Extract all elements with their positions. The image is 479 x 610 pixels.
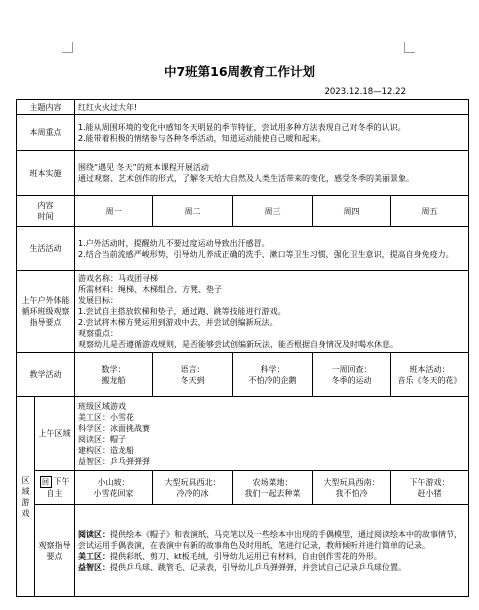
header-label-bottom: 时间: [37, 212, 54, 221]
day-thu: 周四: [313, 196, 391, 227]
teaching-row: [17, 353, 469, 397]
teaching-topic: 音乐《冬天的花》: [397, 375, 462, 385]
observe-area: 益智区：: [78, 562, 110, 572]
life-content: [75, 227, 469, 271]
observe-text: 提供乒乓球、跳管毛、记录表，引导幼儿乒乓弹弹弹，并尝试自己记录乒乓球位置。: [110, 562, 406, 572]
teaching-tue: [153, 353, 233, 397]
observe-line: [78, 529, 465, 551]
morning-area-label: 上午区域: [35, 397, 75, 471]
afternoon-place: 大型玩具西北：: [164, 477, 221, 487]
teaching-subject: 一周回查：: [331, 364, 372, 374]
focus-line: 2.能带着积极的情绪参与各种冬季活动，知道运动能使自己暖和起来。: [78, 133, 326, 143]
outdoor-line: 发展目标：: [78, 296, 118, 305]
life-row: [17, 227, 469, 271]
teaching-topic: 冬季的运动: [331, 375, 372, 385]
crop-mark-top-left: [62, 42, 73, 53]
outdoor-line: 游戏名称：马戏团寻梯: [78, 274, 158, 283]
teaching-topic: 不怕冷的企鹅: [248, 375, 297, 385]
afternoon-game: 赶小猪: [417, 488, 442, 498]
outdoor-label: 上午户外体能循环班级观察指导要点: [17, 271, 75, 353]
day-wed: 周三: [233, 196, 313, 227]
outdoor-line: 观察幼儿是否遵循游戏规则，是否能够尝试创编新玩法，能否根据自身情况及时喝水休息。: [78, 340, 398, 349]
outdoor-line: 2.尝试将木梯方凳运用到游戏中去，并尝试创编新玩法。: [78, 318, 278, 327]
day-tue: 周二: [153, 196, 233, 227]
afternoon-place: 小山坡：: [97, 477, 130, 487]
outdoor-row: [17, 271, 469, 353]
area-group-label: 区域游戏: [17, 397, 35, 597]
layout-options-icon[interactable]: 回: [40, 476, 52, 488]
afternoon-wed: [233, 471, 313, 505]
observe-area: 阅读区：: [78, 529, 110, 539]
life-label: 生活活动: [17, 227, 75, 271]
observe-area: 美工区：: [78, 551, 110, 561]
area-line: 益智区：乒乓弹弹弹: [78, 456, 150, 466]
header-label-top: 内容: [37, 201, 54, 210]
focus-content: [75, 115, 469, 151]
teaching-thu: [313, 353, 391, 397]
afternoon-game: 冷冷的冰: [176, 488, 209, 498]
observe-line: [78, 562, 465, 573]
teaching-subject: 班本活动：: [409, 364, 450, 374]
teaching-subject: 语言：: [180, 364, 205, 374]
afternoon-label-cell: [35, 471, 75, 505]
teaching-wed: [233, 353, 313, 397]
plan-table: [16, 99, 469, 597]
header-label: [17, 196, 75, 227]
area-line: 阅读区：帽子: [78, 434, 126, 444]
area-line: 班级区域游戏: [78, 401, 126, 411]
observe-row: [17, 505, 469, 597]
observe-label: 观察指导要点: [35, 505, 75, 597]
morning-area-row: [17, 397, 469, 471]
observe-text: 提供绘本《帽子》和表演纸、马克笔以及一些绘本中出现的手偶模型，通过阅读绘本中的故事情节，尝试运用手偶表演，在表演中有新的故事角色及时用纸、笔进行记录，教师倾听并进行简单的记录。: [78, 529, 462, 550]
afternoon-game: 我不怕冷: [335, 488, 368, 498]
life-line: 1.户外活动时，提醒幼儿不要过度运动导致出汗感冒。: [78, 238, 270, 248]
teaching-fri: [391, 353, 469, 397]
teaching-topic: 冬天到: [180, 375, 205, 385]
afternoon-place: 下午游戏：: [409, 477, 450, 487]
outdoor-content: [75, 271, 469, 353]
afternoon-thu: [313, 471, 391, 505]
practice-content: [75, 151, 469, 196]
theme-label: 主题内容: [17, 100, 75, 115]
practice-line: 围绕“遇见 冬天”的班本课程开展活动: [78, 163, 209, 172]
afternoon-row: [17, 471, 469, 505]
practice-label: 班本实施: [17, 151, 75, 196]
afternoon-mon: [75, 471, 153, 505]
afternoon-tue: [153, 471, 233, 505]
outdoor-line: 所需材料：绳梯、木梯组合、方凳、垫子: [78, 285, 222, 294]
teaching-topic: 搬龙船: [101, 375, 126, 385]
observe-text: 提供彩纸、剪刀、kt板毛绒，引导幼儿运用已有材料，自由创作雪花的外形。: [110, 551, 382, 561]
day-mon: 周一: [75, 196, 153, 227]
page-title: 中7班第16周教育工作计划: [163, 64, 316, 79]
practice-row: [17, 151, 469, 196]
teaching-subject: 科学：: [260, 364, 285, 374]
practice-line: 通过观察、艺术创作的形式，了解冬天给大自然及人类生活带来的变化，感受冬季的美丽景象。: [78, 174, 414, 183]
afternoon-place: 农场菜地：: [252, 477, 293, 487]
focus-row: [17, 115, 469, 151]
focus-line: 1.能从周围环境的变化中感知冬天明显的季节特征，尝试用多种方法表现自己对冬季的认识。: [78, 122, 406, 132]
afternoon-game: 我们一起去种菜: [244, 488, 301, 498]
outdoor-line: 1.尝试自主搭放软梯和垫子，通过跑、跳等技能进行游戏。: [78, 307, 286, 316]
observe-content: [75, 505, 469, 597]
area-line: 建构区：造龙船: [78, 445, 134, 455]
theme-value: 红红火火过大年!: [75, 100, 469, 115]
theme-row: [17, 100, 469, 115]
day-fri: 周五: [391, 196, 469, 227]
life-line: 2.结合当前流感严峻形势，引导幼儿养成正确的洗手、漱口等卫生习惯，强化卫生意识，提高自身免疫力。: [78, 249, 454, 259]
area-line: 科学区：冰面挑战赛: [78, 423, 150, 433]
teaching-mon: [75, 353, 153, 397]
header-row: [17, 196, 469, 227]
focus-label: 本周重点: [17, 115, 75, 151]
area-line: 美工区：小雪花: [78, 412, 134, 422]
teaching-subject: 数学：: [101, 364, 126, 374]
date-range: 2023.12.18—12.22: [324, 87, 406, 97]
crop-mark-top-right: [404, 42, 415, 53]
morning-area-content: [75, 397, 469, 471]
outdoor-line: 观察重点：: [78, 329, 118, 338]
afternoon-place: 大型玩具西南：: [323, 477, 380, 487]
afternoon-game: 小雪花回家: [93, 488, 134, 498]
afternoon-fri: [391, 471, 469, 505]
afternoon-label: 下午自主: [46, 477, 70, 498]
teaching-label: 教学活动: [17, 353, 75, 397]
observe-line: [78, 551, 465, 562]
